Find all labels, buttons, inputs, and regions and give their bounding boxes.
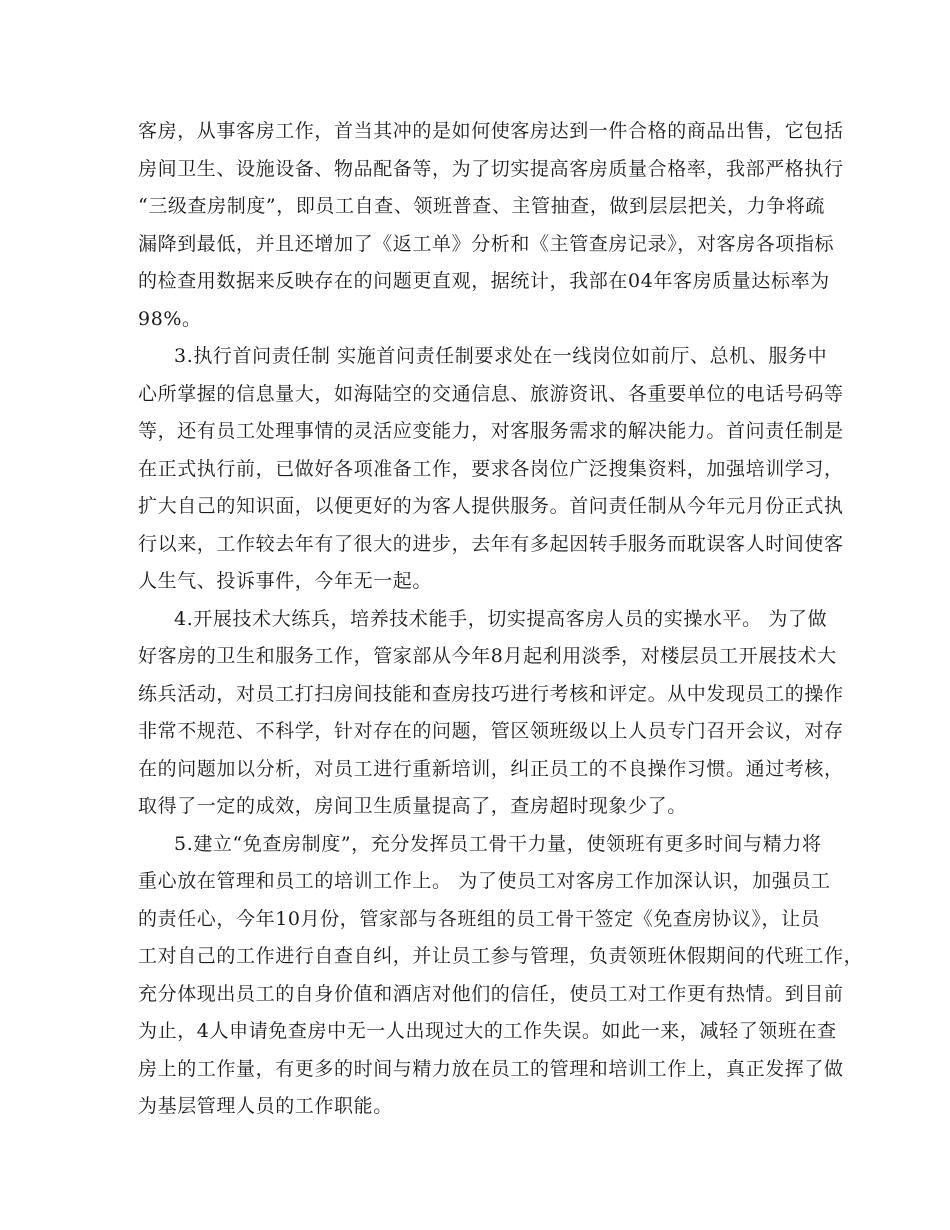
- text-line: 为基层管理人员的工作职能。: [138, 1095, 393, 1117]
- text-line: 5.建立“免查房制度”，充分发挥员工骨干力量，使领班有更多时间与精力将: [174, 832, 822, 855]
- document-body: [138, 113, 864, 1126]
- text-line: 漏降到最低，并且还增加了《返工单》分析和《主管查房记录》，对客房各项指标: [138, 232, 835, 255]
- text-line: 人生气、投诉事件，今年无一起。: [138, 570, 433, 592]
- text-line: 在正式执行前，已做好各项准备工作，要求各岗位广泛搜集资料，加强培训学习，: [138, 457, 844, 480]
- text-line: 工对自己的工作进行自查自纠，并让员工参与管理，负责领班休假期间的代班工作，: [138, 945, 864, 967]
- text-line: 在的问题加以分析，对员工进行重新培训，纠正员工的不良操作习惯。通过考核，: [138, 757, 844, 780]
- text-line: 4.开展技术大练兵，培养技术能手，切实提高客房人员的实操水平。 为了做: [174, 607, 828, 630]
- text-line: 心所掌握的信息量大，如海陆空的交通信息、旅游资讯、各重要单位的电话号码等: [138, 382, 844, 405]
- paragraph-inspection-free: [138, 826, 864, 1126]
- text-line: 客房，从事客房工作，首当其冲的是如何使客房达到一件合格的商品出售，它包括: [138, 120, 844, 142]
- text-line: “三级查房制度”，即员工自查、领班普查、主管抽查，做到层层把关，力争将疏: [138, 195, 826, 217]
- text-line: 非常不规范、不科学，针对存在的问题，管区领班级以上人员专门召开会议，对存: [138, 720, 844, 742]
- paragraph-first-inquiry: [138, 338, 844, 601]
- text-line: 的检查用数据来反映存在的问题更直观，据统计，我部在04年客房质量达标率为: [138, 270, 830, 292]
- text-line: 取得了一定的成效，房间卫生质量提高了，查房超时现象少了。: [138, 795, 687, 817]
- text-line: 等，还有员工处理事情的灵活应变能力，对客服务需求的解决能力。首问责任制是: [138, 420, 844, 442]
- text-line: 3.执行首问责任制 实施首问责任制要求处在一线岗位如前厅、总机、服务中: [174, 345, 828, 367]
- text-line: 扩大自己的知识面，以便更好的为客人提供服务。首问责任制从今年元月份正式执: [138, 495, 844, 517]
- text-line: 的责任心，今年10月份，管家部与各班组的员工骨干签定《免查房协议》，让员: [138, 907, 821, 930]
- text-line: 练兵活动，对员工打扫房间技能和查房技巧进行考核和评定。从中发现员工的操作: [138, 682, 844, 705]
- text-line: 好客房的卫生和服务工作，管家部从今年8月起利用淡季，对楼层员工开展技术大: [138, 645, 837, 667]
- text-line: 重心放在管理和员工的培训工作上。 为了使员工对客房工作加深认识，加强员工: [138, 870, 831, 892]
- text-line: 房间卫生、设施设备、物品配备等，为了切实提高客房质量合格率，我部严格执行: [138, 157, 844, 180]
- text-line: 为止，4人申请免查房中无一人出现过大的工作失误。如此一来，减轻了领班在查: [138, 1020, 837, 1042]
- text-line: 充分体现出员工的自身价值和酒店对他们的信任，使员工对工作更有热情。到目前: [138, 982, 844, 1005]
- text-line: 房上的工作量，有更多的时间与精力放在员工的管理和培训工作上，真正发挥了做: [138, 1057, 844, 1080]
- paragraph-skills-training: [138, 601, 844, 826]
- paragraph-room-quality: [138, 113, 844, 338]
- text-line: 行以来，工作较去年有了很大的进步，去年有多起因转手服务而耽误客人时间使客: [138, 532, 844, 555]
- text-line: 98%。: [138, 307, 202, 330]
